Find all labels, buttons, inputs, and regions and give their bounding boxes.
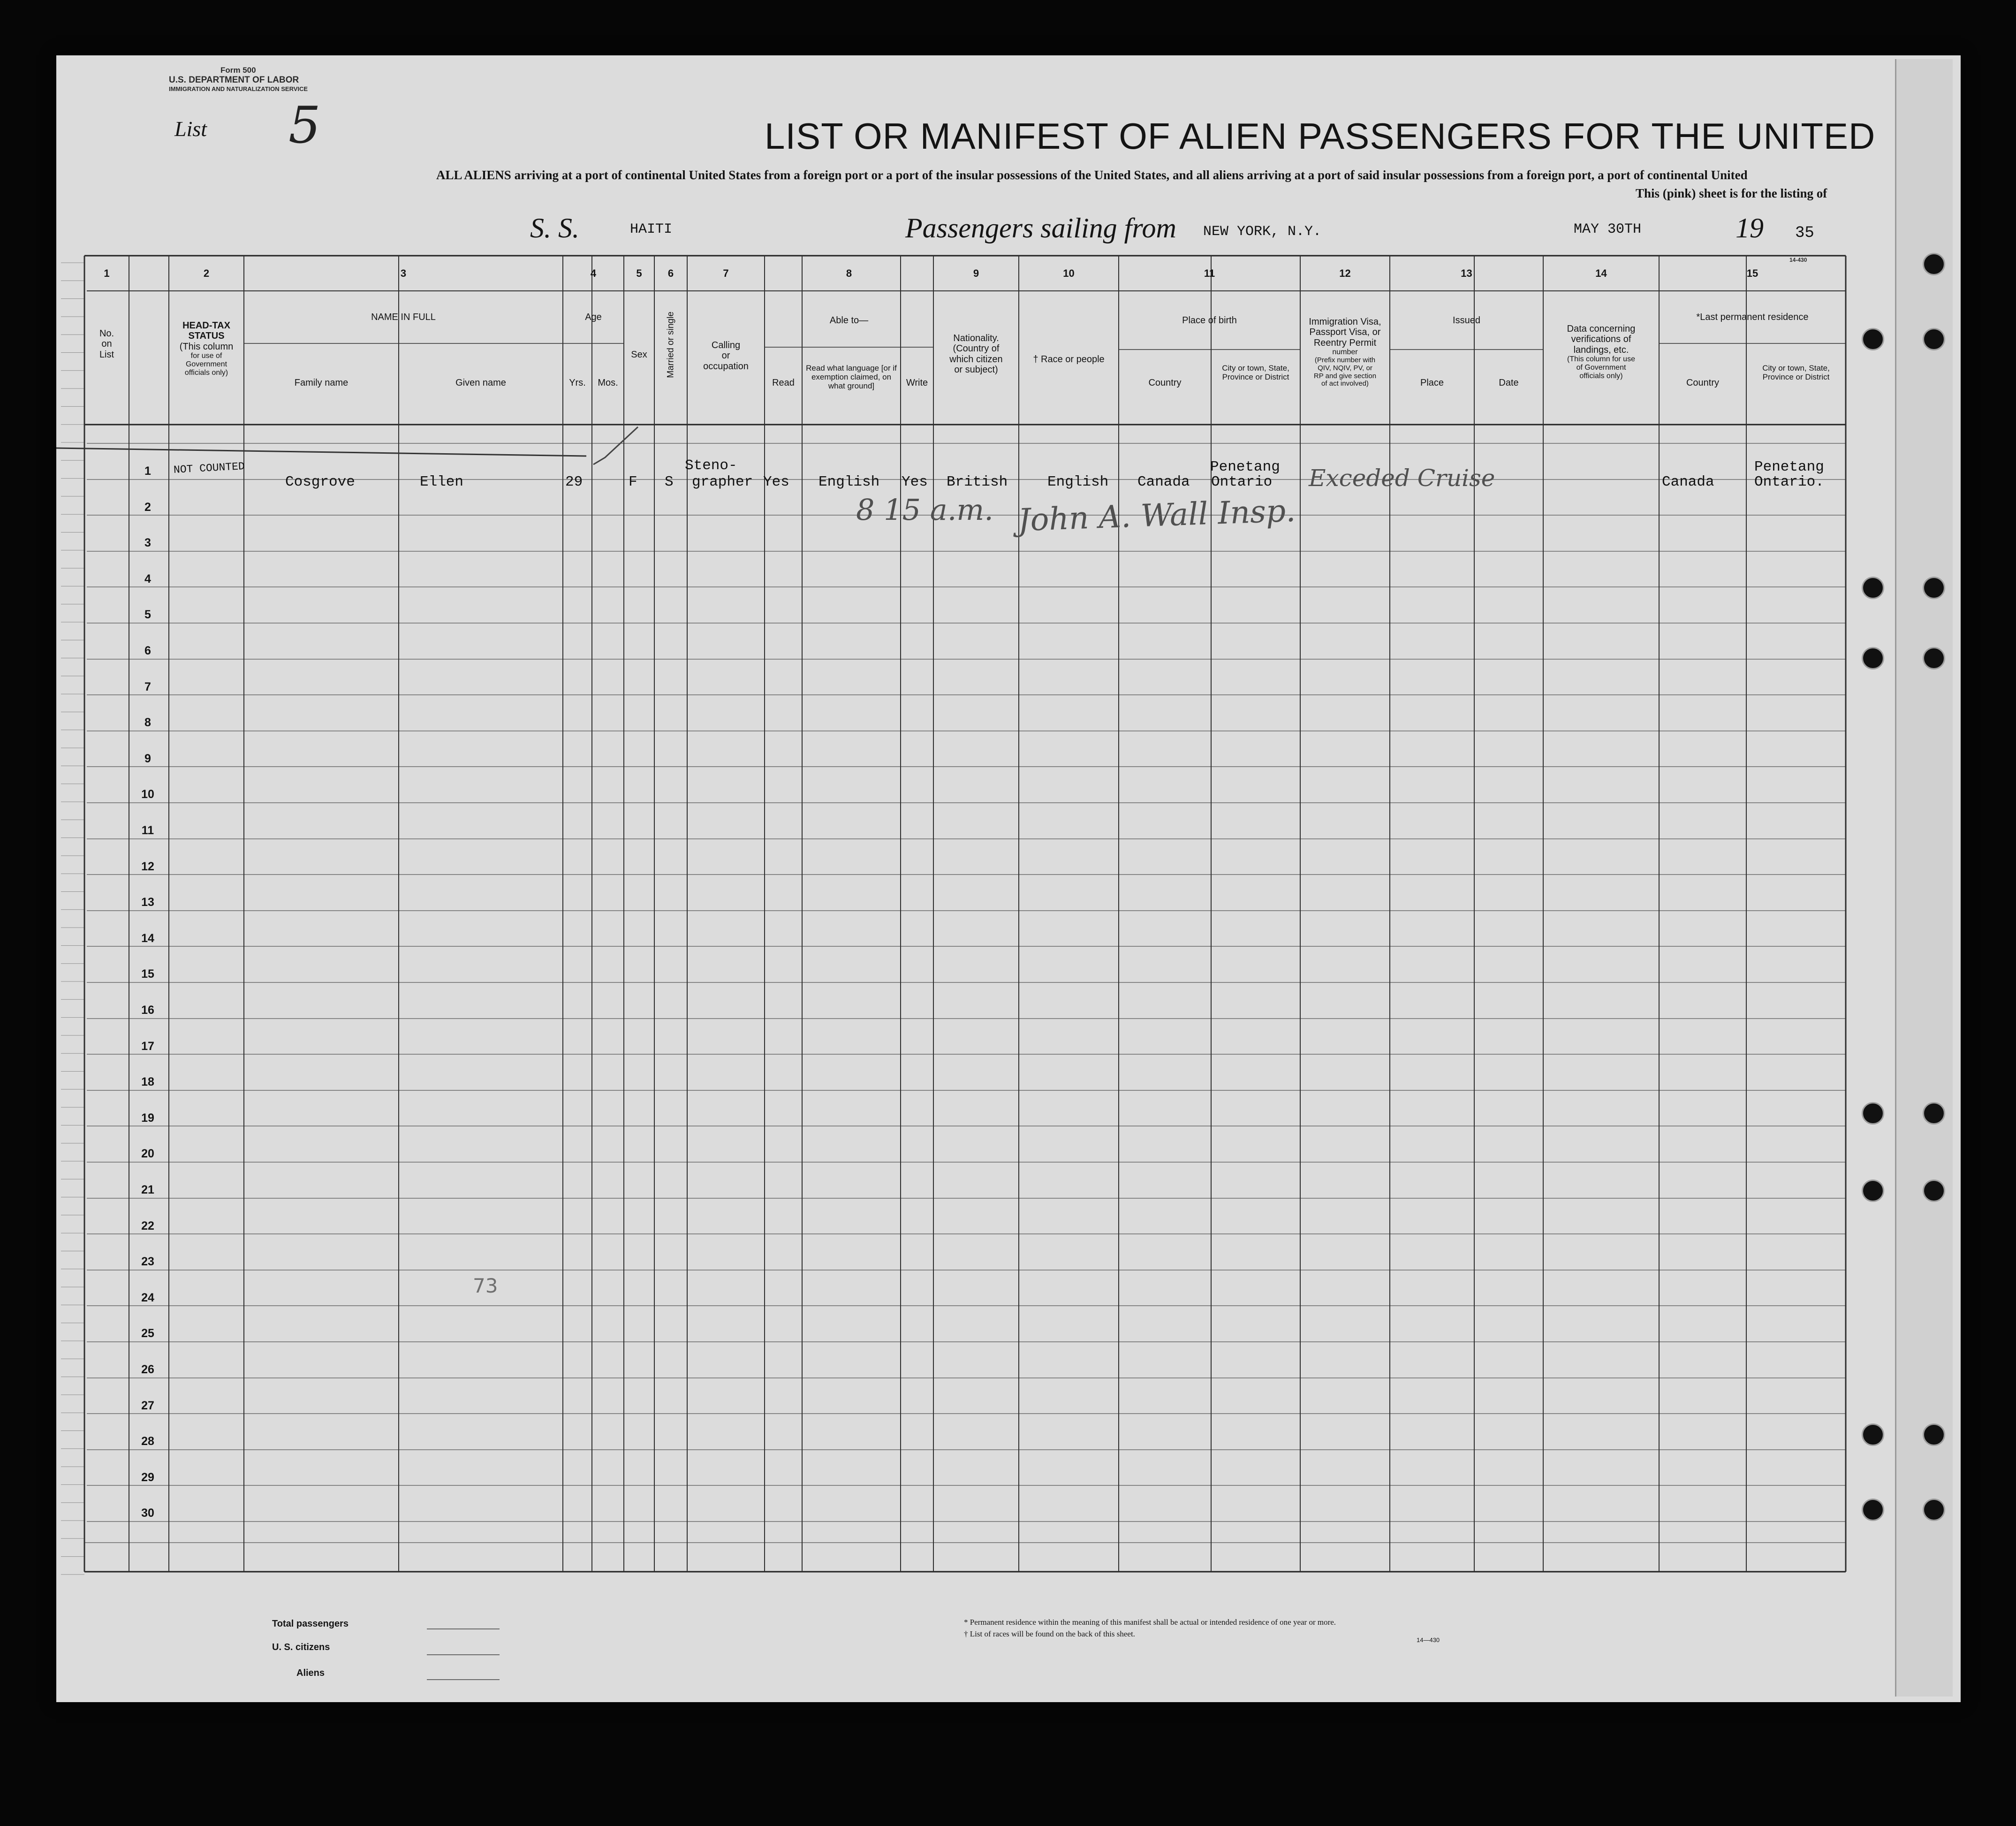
binder-hole bbox=[1862, 647, 1884, 670]
binder-hole bbox=[1862, 1102, 1884, 1125]
footnote-residence: * Permanent residence within the meaning of this manifest shall be actual or intended residence of one year or more. bbox=[964, 1618, 1336, 1627]
year-suffix: 35 bbox=[1795, 224, 1814, 242]
binder-hole bbox=[1923, 1423, 1945, 1446]
occupation-line-1: Steno- bbox=[685, 457, 737, 474]
residence-country: Canada bbox=[1662, 474, 1714, 490]
column-header-line: Nationality. bbox=[953, 333, 999, 343]
row-number: 12 bbox=[141, 860, 154, 873]
column-number: 8 bbox=[846, 267, 852, 279]
column-subheader: Mos. bbox=[598, 378, 618, 388]
column-subheader: Write bbox=[906, 378, 928, 388]
marital-status: S bbox=[665, 474, 674, 490]
manifest-subtitle: ALL ALIENS arriving at a port of continental United States from a foreign port or a port of the insular possessions of the United States, and all aliens arriving at a port of said insular possessions from a foreign port, a port of continental United bbox=[436, 168, 1748, 182]
row-number: 4 bbox=[144, 572, 151, 586]
column-header-line: NAME IN FULL bbox=[371, 312, 436, 322]
column-header bbox=[933, 333, 1019, 375]
column-number: 1 bbox=[104, 267, 110, 279]
column-header bbox=[84, 328, 129, 360]
column-number: 14 bbox=[1595, 267, 1607, 279]
column-number: 5 bbox=[636, 267, 642, 279]
service-name: IMMIGRATION AND NATURALIZATION SERVICE bbox=[169, 85, 308, 92]
column-number: 2 bbox=[203, 267, 210, 279]
check-mark bbox=[593, 427, 638, 464]
row-number: 2 bbox=[144, 501, 151, 514]
department-name: U.S. DEPARTMENT OF LABOR bbox=[169, 75, 299, 85]
column-header-line: STATUS bbox=[188, 331, 225, 342]
binder-hole bbox=[1862, 1499, 1884, 1521]
binder-hole bbox=[1923, 1179, 1945, 1202]
time-annotation: 8 15 a.m. bbox=[856, 493, 993, 527]
column-subheader: City or town, State, Province or District bbox=[1222, 364, 1289, 382]
column-header-line: (This column bbox=[179, 341, 234, 352]
column-header-line: of act involved) bbox=[1321, 380, 1369, 388]
row-number: 16 bbox=[141, 1004, 154, 1017]
row-number: 8 bbox=[144, 716, 151, 729]
given-name: Ellen bbox=[420, 474, 464, 490]
row-number: 10 bbox=[141, 788, 154, 801]
column-header-line: Passport Visa, or bbox=[1309, 327, 1381, 338]
pen-stroke bbox=[56, 448, 586, 456]
binder-hole bbox=[1923, 1499, 1945, 1521]
binder-hole bbox=[1923, 328, 1945, 350]
binder-hole bbox=[1923, 577, 1945, 599]
column-number: 15 bbox=[1746, 267, 1758, 279]
column-subheader: Date bbox=[1499, 378, 1519, 388]
row-number: 13 bbox=[141, 896, 154, 909]
sex: F bbox=[629, 474, 637, 490]
column-header-line: landings, etc. bbox=[1573, 344, 1629, 355]
column-subheader: Read what language [or if exemption claimed, on what ground] bbox=[806, 364, 897, 391]
sailing-label: Passengers sailing from bbox=[905, 213, 1176, 243]
row-number: 3 bbox=[144, 536, 151, 549]
form-code-top: 14-430 bbox=[1789, 257, 1807, 263]
row-number: 18 bbox=[141, 1075, 154, 1088]
row-number: 14 bbox=[141, 932, 154, 945]
column-header-line: Age bbox=[585, 312, 602, 322]
binder-hole bbox=[1923, 647, 1945, 670]
row-number: 17 bbox=[141, 1040, 154, 1053]
row-number: 27 bbox=[141, 1399, 154, 1412]
birth-country: Canada bbox=[1137, 474, 1190, 490]
column-header-line: Issued bbox=[1453, 315, 1480, 326]
row-number: 1 bbox=[144, 464, 151, 478]
binder-hole bbox=[1862, 577, 1884, 599]
us-citizens-label: U. S. citizens bbox=[272, 1642, 330, 1652]
birth-city-line-2: Ontario bbox=[1211, 474, 1273, 490]
column-header-line: Reentry Permit bbox=[1313, 337, 1377, 348]
binder-hole bbox=[1862, 1423, 1884, 1446]
departure-port: NEW YORK, N.Y. bbox=[1203, 224, 1322, 240]
column-header bbox=[687, 340, 765, 372]
row-number: 11 bbox=[141, 824, 154, 837]
column-header-line: HEAD-TAX bbox=[182, 320, 230, 331]
column-header bbox=[666, 312, 676, 378]
ship-name: HAITI bbox=[630, 221, 673, 237]
column-header-line: † Race or people bbox=[1033, 354, 1105, 365]
row-number: 9 bbox=[144, 752, 151, 765]
column-header-line: officials only) bbox=[1579, 372, 1623, 380]
column-header-line: RP and give section bbox=[1313, 372, 1377, 380]
residence-city-line-1: Penetang bbox=[1754, 459, 1824, 475]
footnote-races: † List of races will be found on the back of this sheet. bbox=[964, 1629, 1135, 1638]
row-number: 28 bbox=[141, 1435, 154, 1448]
inspector-annotation: John A. Wall Insp. bbox=[1017, 492, 1296, 539]
aliens-label: Aliens bbox=[296, 1668, 325, 1678]
row-number: 20 bbox=[141, 1147, 154, 1160]
row-number: 21 bbox=[141, 1183, 154, 1196]
occupation-line-2: grapher bbox=[692, 474, 753, 490]
nationality: British bbox=[947, 474, 1008, 490]
column-header-line: for use of bbox=[190, 352, 222, 360]
column-subheader: Country bbox=[1686, 378, 1720, 388]
column-header-line: verifications of bbox=[1571, 334, 1631, 345]
column-header bbox=[765, 315, 933, 326]
column-header-line: number bbox=[1332, 348, 1358, 357]
binder-hole bbox=[1923, 1102, 1945, 1125]
row-number: 26 bbox=[141, 1363, 154, 1376]
column-header-line: List bbox=[99, 349, 114, 360]
column-subheader: Family name bbox=[294, 378, 349, 388]
column-header-line: occupation bbox=[703, 361, 749, 372]
row-number: 5 bbox=[144, 608, 151, 621]
row-number: 22 bbox=[141, 1219, 154, 1233]
column-header bbox=[1019, 354, 1119, 365]
can-read: Yes bbox=[763, 474, 789, 490]
row-number: 6 bbox=[144, 644, 151, 657]
year-prefix: 19 bbox=[1736, 213, 1764, 243]
row-number: 19 bbox=[141, 1111, 154, 1125]
column-subheader: Given name bbox=[455, 378, 506, 388]
column-header-line: Calling bbox=[711, 340, 741, 350]
list-label: List bbox=[174, 117, 207, 141]
column-header bbox=[624, 350, 654, 360]
total-passengers-label: Total passengers bbox=[272, 1619, 349, 1629]
birth-city-line-1: Penetang bbox=[1210, 459, 1280, 475]
column-header-line: (Country of bbox=[953, 343, 1000, 354]
column-header-line: Immigration Visa, bbox=[1309, 317, 1381, 327]
column-header bbox=[1300, 317, 1390, 388]
column-number: 10 bbox=[1063, 267, 1075, 279]
column-header bbox=[1659, 312, 1846, 322]
column-subheader: Country bbox=[1148, 378, 1182, 388]
column-header bbox=[244, 312, 563, 322]
column-number: 7 bbox=[723, 267, 729, 279]
column-header-line: or bbox=[721, 350, 730, 361]
residence-city-line-2: Ontario. bbox=[1754, 474, 1824, 490]
row-number: 25 bbox=[141, 1327, 154, 1340]
column-header-line: on bbox=[101, 339, 112, 350]
column-header-line: QIV, NQIV, PV, or bbox=[1318, 364, 1372, 372]
manifest-title: LIST OR MANIFEST OF ALIEN PASSENGERS FOR THE UNITED bbox=[765, 115, 1876, 157]
column-header-line: Data concerning bbox=[1567, 324, 1636, 334]
column-header bbox=[1390, 315, 1543, 326]
column-subheader: Place bbox=[1420, 378, 1444, 388]
column-header-line: *Last permanent residence bbox=[1696, 312, 1809, 322]
row-number: 7 bbox=[144, 680, 151, 693]
column-number: 9 bbox=[973, 267, 979, 279]
column-header bbox=[1119, 315, 1300, 326]
can-write: Yes bbox=[902, 474, 928, 490]
column-number: 13 bbox=[1461, 267, 1472, 279]
head-tax-status: NOT COUNTED bbox=[173, 460, 245, 476]
footer-form-code: 14—430 bbox=[1417, 1636, 1440, 1643]
column-header-line: (Prefix number with bbox=[1314, 356, 1376, 365]
column-subheader: Yrs. bbox=[569, 378, 586, 388]
binder-hole bbox=[1862, 328, 1884, 350]
column-header bbox=[1543, 324, 1659, 380]
sailing-date: MAY 30TH bbox=[1574, 221, 1642, 237]
column-header-line: Able to— bbox=[829, 315, 869, 326]
age-years: 29 bbox=[565, 474, 583, 490]
column-number: 12 bbox=[1339, 267, 1351, 279]
column-header-line: Married or single bbox=[666, 312, 676, 378]
binder-hole bbox=[1862, 1179, 1884, 1202]
column-number: 6 bbox=[667, 267, 674, 279]
column-header-line: Government bbox=[185, 360, 227, 369]
column-header-line: No. bbox=[99, 328, 114, 339]
row-number: 23 bbox=[141, 1255, 154, 1268]
stamp-number: 73 bbox=[473, 1274, 498, 1297]
column-header-line: or subject) bbox=[954, 365, 998, 375]
column-header bbox=[169, 320, 244, 377]
list-number: 5 bbox=[288, 96, 321, 155]
column-header-line: Place of birth bbox=[1182, 315, 1237, 326]
visa-note: Exceded Cruise bbox=[1309, 464, 1495, 492]
manifest-subtitle-continued: This (pink) sheet is for the listing of bbox=[1636, 186, 1827, 200]
ship-label: S. S. bbox=[530, 213, 579, 243]
row-number: 24 bbox=[141, 1291, 154, 1304]
column-header-line: Sex bbox=[631, 350, 647, 360]
column-subheader: Read bbox=[772, 378, 795, 388]
column-number: 4 bbox=[590, 267, 597, 279]
column-header bbox=[563, 312, 624, 322]
column-header-line: of Government bbox=[1576, 364, 1626, 372]
column-header-line: officials only) bbox=[184, 368, 228, 377]
family-name: Cosgrove bbox=[285, 474, 355, 490]
column-header-line: which citizen bbox=[949, 354, 1003, 365]
binder-hole bbox=[1923, 253, 1945, 275]
column-number: 3 bbox=[400, 267, 407, 279]
column-subheader: City or town, State, Province or District bbox=[1762, 364, 1830, 382]
column-header-line: (This column for use bbox=[1567, 355, 1635, 364]
column-number: 11 bbox=[1204, 267, 1215, 279]
form-number: Form 500 bbox=[220, 66, 256, 75]
read-language: English bbox=[819, 474, 880, 490]
row-number: 15 bbox=[141, 967, 154, 981]
race: English bbox=[1047, 474, 1109, 490]
row-number: 29 bbox=[141, 1471, 154, 1484]
row-number: 30 bbox=[141, 1506, 154, 1520]
